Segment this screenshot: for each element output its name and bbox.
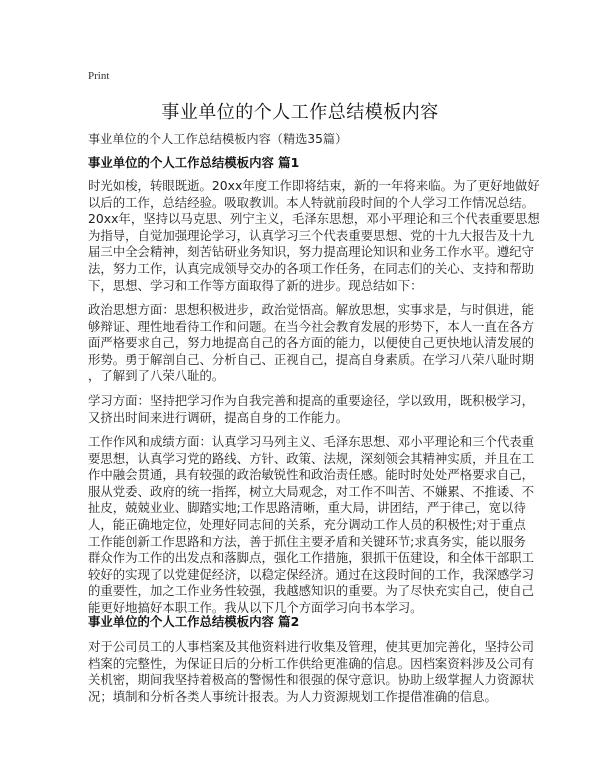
text-line: 届三中全会精神，刻苦钻研业务知识，努力提高理论知识和业务工作水平。遵纪守 xyxy=(88,244,535,260)
text-line: 20xx年，坚持以马克思、列宁主义，毛泽东思想，邓小平理论和三个代表重要思想 xyxy=(88,211,540,227)
text-line: 下，思想、学习和工作等方面取得了新的进步。现总结如下： xyxy=(88,277,423,293)
text-line: 较好的实现了以党建促经济，以稳定保经济。通过在这段时间的工作，我深感学习 xyxy=(88,566,535,582)
text-line: 对于公司员工的人事档案及其他资料进行收集及管理，使其更加完善化，坚持公司 xyxy=(88,639,535,654)
text-line: 群众作为工作的出发点和落脚点，强化工作措施，狠抓干伍建设，和全体干部职工 xyxy=(88,550,535,566)
text-line: 作中融会贯通，具有较强的政治敏锐性和政治责任感。能时时处处严格要求自己， xyxy=(88,467,535,483)
section-1-paragraph-4 xyxy=(88,434,535,617)
text-line: 扯皮，兢兢业业、脚踏实地;工作思路清晰，重大局，讲团结，严于律己，宽以待 xyxy=(88,500,526,516)
text-line: 又挤出时间来进行调研，提高自身的工作能力。 xyxy=(88,409,349,425)
text-line: 人，能正确地定位，处理好同志间的关系，充分调动工作人员的积极性;对于重点 xyxy=(88,516,526,532)
text-line: 法，努力工作，认真完成领导交办的各项工作任务，在同志们的关心、支持和帮助 xyxy=(88,260,535,276)
document-subtitle: 事业单位的个人工作总结模板内容（精选35篇） xyxy=(88,132,348,146)
print-label: Print xyxy=(88,70,110,82)
section-heading-2: 事业单位的个人工作总结模板内容 篇2 xyxy=(88,614,300,629)
text-line: 时光如梭，转眼既逝。20xx年度工作即将结束，新的一年将来临。为了更好地做好 xyxy=(88,178,540,193)
text-line: ，了解到了八荣八耻的。 xyxy=(88,368,225,384)
section-1-paragraph-3 xyxy=(88,393,535,426)
text-line: 况；填制和分析各类人事统计报表。为人力资源规划工作提借准确的信息。 xyxy=(88,688,497,704)
section-1-paragraph-1 xyxy=(88,178,540,294)
text-line: 要思想，认真学习党的路线、方针、政策、法规，深刻领会其精神实质，并且在工 xyxy=(88,450,535,466)
section-1-paragraph-2 xyxy=(88,302,535,385)
text-line: 档案的完整性，为保证日后的分析工作供给更准确的信息。因档案资料涉及公司有 xyxy=(88,655,535,671)
section-heading-1: 事业单位的个人工作总结模板内容 篇1 xyxy=(88,155,300,170)
text-line: 够辩证、理性地看待工作和问题。在当今社会教育发展的形势下，本人一直在各方 xyxy=(88,318,535,334)
text-line: 服从党委、政府的统一指挥，树立大局观念，对工作不叫苦、不嫌累、不推诿、不 xyxy=(88,483,535,499)
text-line: 关机密，期间我坚持着极高的警惕性和很强的保守意识。协助上级掌握人力资源状 xyxy=(88,672,535,688)
document-title: 事业单位的个人工作总结模板内容 xyxy=(161,102,439,123)
text-line: 工作能创新工作思路和方法，善于抓住主要矛盾和关键环节;求真务实，能以服务 xyxy=(88,533,526,549)
text-line: 为指导，自觉加强理论学习，认真学习三个代表重要思想、党的十九大报告及十九 xyxy=(88,227,535,243)
text-line: 的重要性，加之工作业务性较强，我越感知识的重要。为了尽快充实自己，使自己 xyxy=(88,583,535,599)
text-line: 政治思想方面：思想积极进步，政治觉悟高。解放思想，实事求是，与时俱进，能 xyxy=(88,302,535,317)
text-line: 形势。勇于解剖自己、分析自己、正视自己，提高自身素质。在学习八荣八耻时期 xyxy=(88,351,535,367)
text-line: 面严格要求自己，努力地提高自己的各方面的能力，以便使自己更快地认清发展的 xyxy=(88,335,535,351)
text-line: 能更好地搞好本职工作。我从以下几个方面学习向书本学习。 xyxy=(88,599,423,615)
section-2-paragraph-1 xyxy=(88,639,535,705)
text-line: 工作作风和成绩方面：认真学习马列主义、毛泽东思想、邓小平理论和三个代表重 xyxy=(88,434,535,449)
text-line: 以后的工作，总结经验。吸取教训。本人特就前段时间的个人学习工作情况总结。 xyxy=(88,194,535,210)
text-line: 学习方面：坚持把学习作为自我完善和提高的重要途径，学以致用，既积极学习， xyxy=(88,393,535,408)
